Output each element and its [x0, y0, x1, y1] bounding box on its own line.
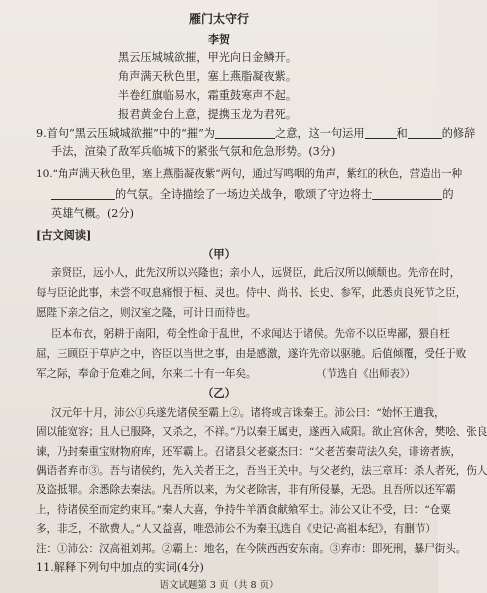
- yi-line-6: 上，待诸侯至而定约束耳。”秦人大喜，争持牛羊酒食献飨军士。沛公又让不受，曰：“仓粟: [36, 504, 451, 516]
- jia-p2-line-1: 臣本布衣，躬耕于南阳，苟全性命于乱世，不求闻达于诸侯。先帝不以臣卑鄙，猥自枉: [51, 328, 450, 340]
- yi-source: （选自《史记·高祖本纪》，有删节）: [270, 523, 436, 535]
- yi-line-5: 及盗抵罪。余悉除去秦法。凡吾所以来，为父老除害，非有所侵暴，无恐。且吾所以还军霸: [36, 484, 456, 496]
- jia-p1-line-2: 每与臣论此事，未尝不叹息痛恨于桓、灵也。侍中、尚书、长史、参军，此悉贞良死节之臣，: [36, 287, 467, 299]
- question-10-line-3: 英雄气概。(2分): [51, 207, 134, 220]
- poem-author: 李贺: [208, 33, 230, 46]
- question-9-line-2: 手法，渲染了敌军兵临城下的紧张气氛和危急形势。(3分): [51, 145, 336, 158]
- yi-line-1: 汉元年十月，沛公①兵遂先诸侯至霸上②。诸将或言诛秦王。沛公曰：“始怀王遣我，: [51, 407, 445, 419]
- poem-line-2: 角声满天秋色里，塞上燕脂凝夜紫。: [118, 70, 298, 83]
- poem-line-1: 黑云压城城欲摧，甲光向日金鳞开。: [118, 51, 298, 64]
- jia-p2-line-2: 屈，三顾臣于草庐之中，咨臣以当世之事，由是感激，遂许先帝以驱驰。后值倾覆，受任于败: [36, 348, 467, 360]
- passage-jia-label: （甲）: [202, 247, 236, 261]
- jia-p2-line-3: 军之际，奉命于危难之间，尔来二十有一年矣。: [36, 368, 257, 380]
- poem-line-4: 报君黄金台上意，提携玉龙为君死。: [118, 108, 298, 121]
- question-9-line-1: 9.首句“黑云压城城欲摧”中的“摧”为 之意，这一句运用 和 的修辞: [36, 127, 476, 140]
- poem-line-3: 半卷红旗临易水，霜重鼓寒声不起。: [118, 89, 298, 102]
- yi-line-3: 谏，乃封秦重宝财物府库，还军霸上。召诸县父老豪杰曰：“父老苦秦苛法久矣，诽谤者族，: [36, 446, 462, 458]
- passage-yi-label: （乙）: [202, 386, 236, 400]
- page-footer: 语文试题第 3 页（共 8 页）: [159, 580, 279, 591]
- jia-p1-line-1: 亲贤臣，远小人，此先汉所以兴隆也；亲小人，远贤臣，此后汉所以倾颓也。先帝在时，: [51, 267, 461, 279]
- jia-p1-line-3: 愿陛下亲之信之，则汉室之隆，可计日而待也。: [36, 307, 257, 319]
- poem-title: 雁门太守行: [188, 12, 249, 26]
- yi-line-2: 固以能宽容；且人已服降，又杀之，不祥。”乃以秦王属吏，遂西入咸阳。欲止宫休舍，樊哙、张良: [36, 426, 487, 438]
- yi-line-7: 多，非乏，不欲费人。”人又益喜，唯恐沛公不为秦王。: [36, 523, 288, 535]
- yi-line-4: 偶语者弃市③。吾与诸侯约，先入关者王之，吾当王关中。与父老约，法三章耳：杀人者死，伤人: [36, 465, 487, 477]
- question-10-line-2: 的气氛。全诗描绘了一场边关战争，歌颂了守边将士 的: [51, 188, 454, 202]
- jia-source: （节选自《出师表》）: [316, 368, 416, 380]
- question-11: 11.解释下列句中加点的实词(4分): [36, 561, 204, 574]
- question-10-line-1: 10.“角声满天秋色里，塞上燕脂凝夜紫”两句，通过写鸣咽的角声，紫红的秋色，营造出一种: [36, 168, 462, 180]
- yi-notes: 注：①沛公：汉高祖刘邦。②霸上：地名，在今陕西西安东南。③弃市：即死刑，暴尸街头。: [36, 543, 467, 555]
- section-heading: [古文阅读]: [36, 228, 92, 242]
